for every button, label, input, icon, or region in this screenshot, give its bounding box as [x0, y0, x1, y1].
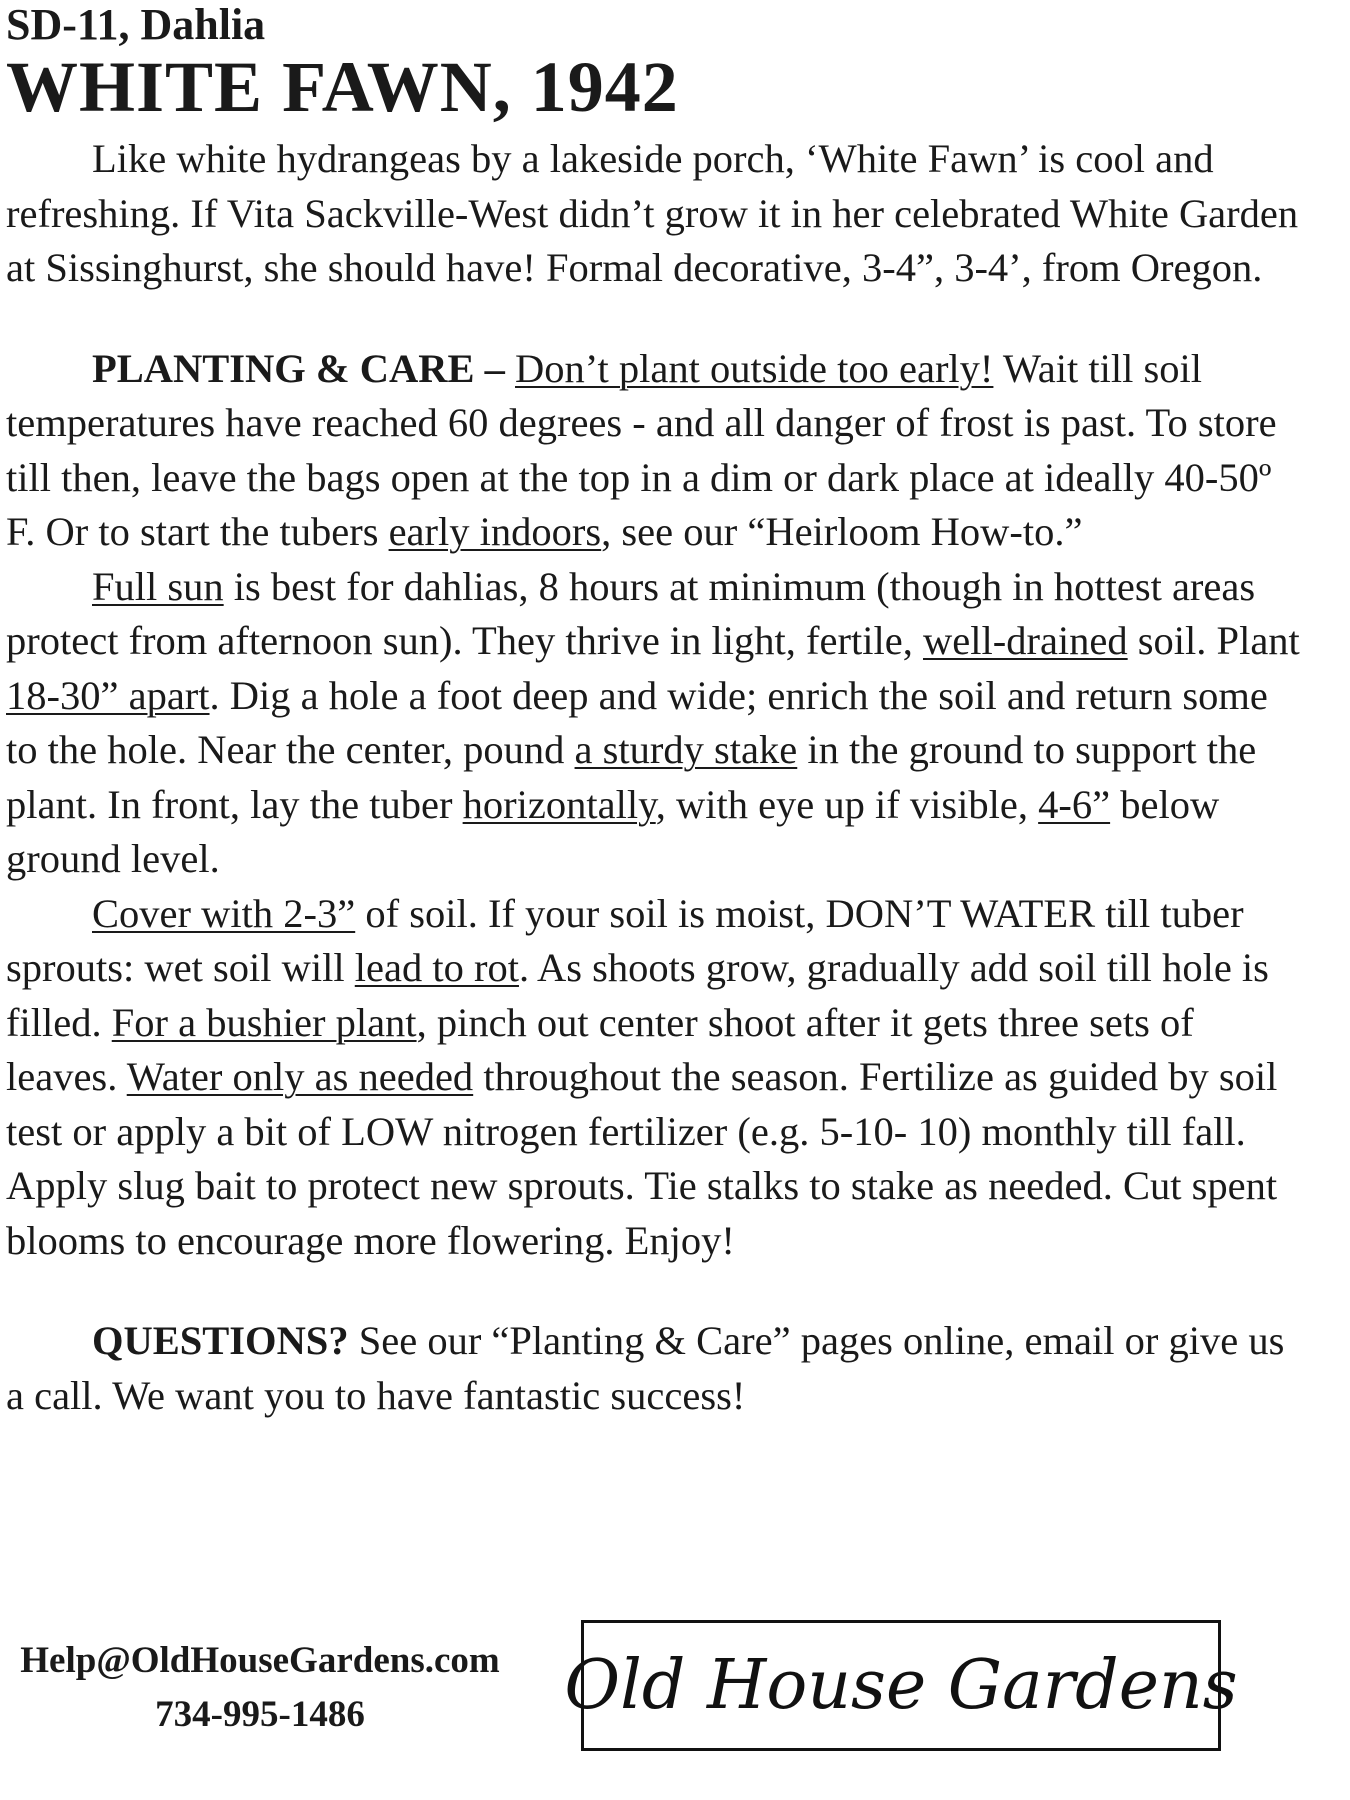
- spacer: [6, 1268, 1306, 1314]
- contact-email[interactable]: Help@OldHouseGardens.com: [20, 1640, 500, 1681]
- brand-logo-wordmark: [564, 1636, 1238, 1736]
- text-run: Wait till soil temperatures have reached 60 degrees - and all danger of frost is past. To store till then, leave the bags open at the top in a dim or dark place at ideally 40-50º F. Or to start the tubers: [6, 345, 1277, 554]
- text-run: , with eye up if visible,: [655, 781, 1039, 827]
- text-run: in the ground to support the plant. In front, lay the tuber: [6, 727, 1257, 827]
- intro-paragraph: Like white hydrangeas by a lakeside porch, ‘White Fawn’ is cool and refreshing. If Vita Sackville-West didn’t grow it in her celebrated White Garden at Sissinghurst, she should have! Formal decorative, 3-4”, 3-4’, from Oregon.: [6, 136, 1299, 290]
- brand-logo: [564, 1620, 1238, 1751]
- underlined-phrase: horizontally: [462, 781, 656, 827]
- underlined-phrase: lead to rot: [354, 945, 519, 990]
- text-run: , pinch out center shoot after it gets three sets of leaves.: [6, 999, 1194, 1099]
- product-code: SD-11, Dahlia: [6, 0, 266, 49]
- underlined-phrase: a sturdy stake: [574, 727, 798, 772]
- seed-packet-back: [6, 0, 1306, 1423]
- questions-paragraph: [6, 1314, 1306, 1423]
- underlined-phrase: For a bushier plant: [111, 999, 417, 1045]
- contact-phone[interactable]: 734-995-1486: [155, 1694, 365, 1735]
- underlined-phrase: 18-30” apart: [6, 672, 210, 718]
- underlined-phrase: Water only as needed: [126, 1054, 474, 1099]
- questions-heading: QUESTIONS?: [92, 1318, 349, 1363]
- text-run: [505, 346, 515, 391]
- underlined-phrase: Don’t plant outside too early!: [515, 345, 994, 391]
- planting-paragraph-1: [6, 342, 1306, 560]
- planting-heading: PLANTING & CARE –: [92, 345, 505, 391]
- planting-paragraph-2: [6, 560, 1306, 887]
- spacer: [6, 296, 1306, 342]
- planting-paragraph-3: [6, 887, 1306, 1269]
- planting-p2-body: [6, 564, 1300, 882]
- underlined-phrase: early indoors: [388, 509, 602, 554]
- variety-title: WHITE FAWN, 1942: [6, 47, 679, 127]
- underlined-phrase: well-drained: [923, 618, 1128, 663]
- contact-block: [0, 1634, 520, 1742]
- text-run: is best for dahlias, 8 hours at minimum (though in hottest areas protect from afternoon sun). They thrive in light, fertile,: [6, 563, 1256, 663]
- text-run: . Dig a hole a foot deep and wide; enrich the soil and return some to the hole. Near the center, pound: [6, 672, 1268, 772]
- underlined-phrase: 4-6”: [1038, 781, 1111, 827]
- text-run: of soil. If your soil is moist, DON’T WATER till tuber sprouts: wet soil will: [6, 890, 1244, 990]
- text-run: soil. Plant: [1127, 618, 1300, 663]
- text-run: . As shoots grow, gradually add soil till hole is filled.: [6, 945, 1269, 1045]
- brand-logo-text: Old House Gardens: [564, 1645, 1238, 1725]
- questions-body: See our “Planting & Care” pages online, email or give us a call. We want you to have fantastic success!: [6, 1318, 1285, 1418]
- planting-p3-body: [6, 891, 1277, 1263]
- underlined-phrase: Full sun: [92, 563, 224, 609]
- underlined-phrase: Cover with 2-3”: [92, 890, 356, 936]
- text-run: , see our “Heirloom How-to.”: [601, 509, 1083, 554]
- text-run: below ground level.: [6, 781, 1220, 881]
- text-run: throughout the season. Fertilize as guided by soil test or apply a bit of LOW nitrogen fertilizer (e.g. 5-10- 10) monthly till fall. Apply slug bait to protect new sprouts. Tie stalks to stake as needed. Cut spent blooms to encourage more flowering. Enjoy!: [6, 1054, 1278, 1263]
